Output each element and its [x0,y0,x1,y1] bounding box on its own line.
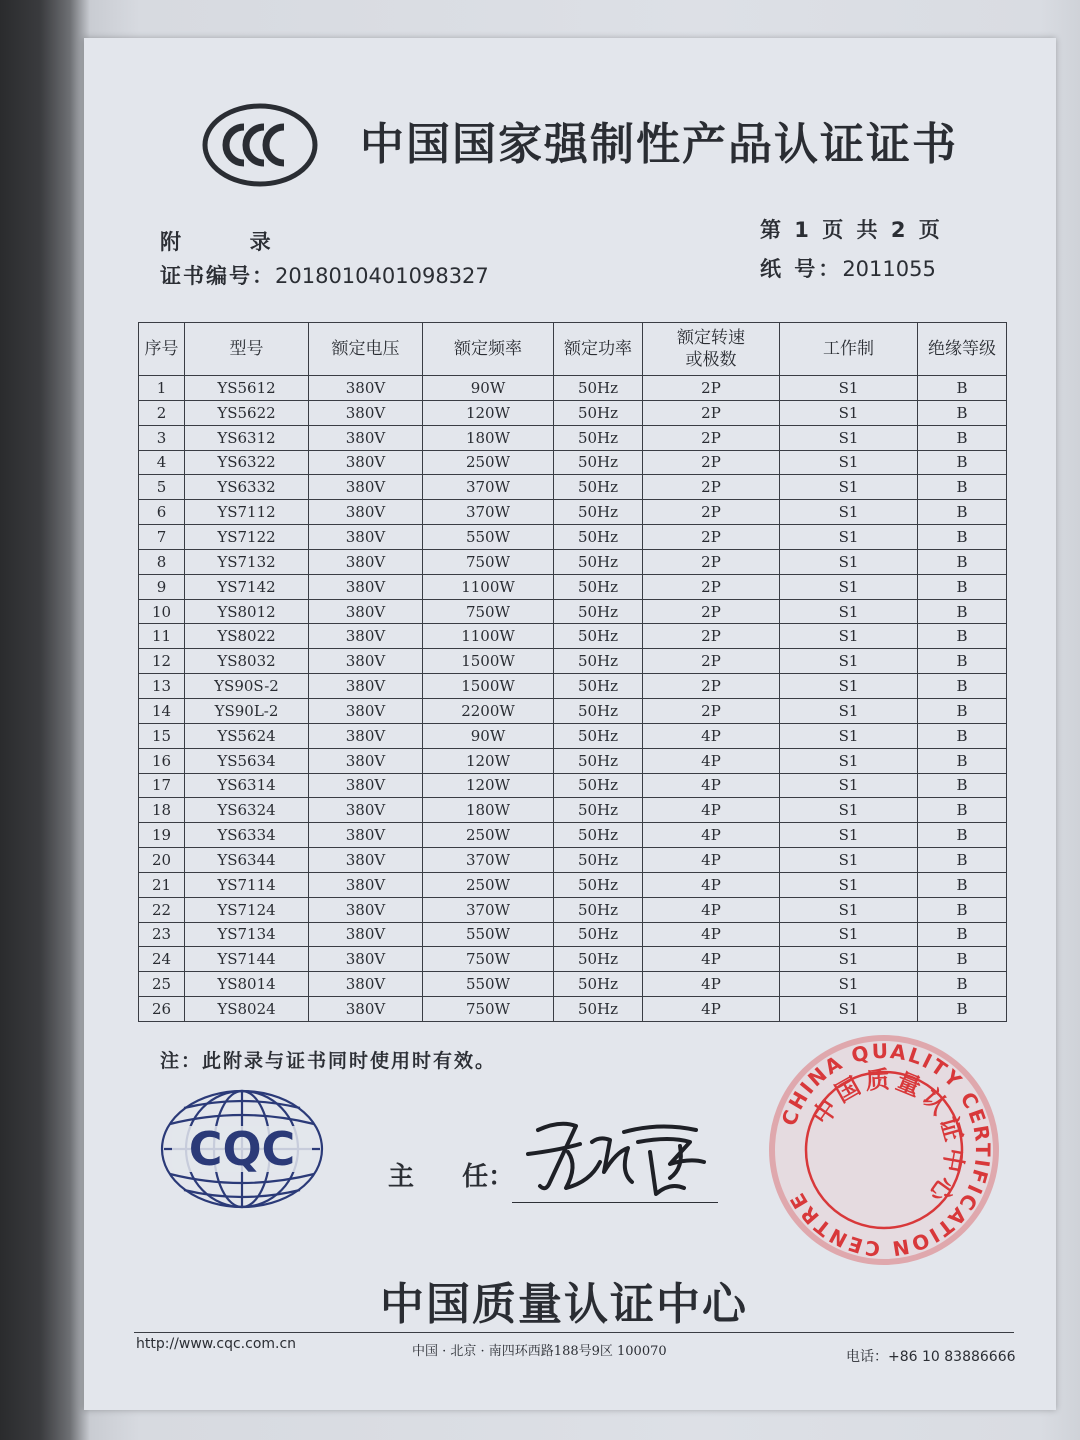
table-row [139,798,1007,823]
table-cell: 380V [309,425,423,450]
table-cell: YS6314 [185,773,309,798]
table-cell: 50Hz [554,425,643,450]
table-cell: 2P [643,450,780,475]
director-char-2: 任： [462,1162,515,1192]
table-cell: B [918,922,1007,947]
table-cell: 9 [139,574,185,599]
table-cell: 50Hz [554,947,643,972]
table-cell: 8 [139,549,185,574]
table-cell: 250W [423,450,554,475]
footer-address: 中国 · 北京 · 南四环西路188号9区 100070 [412,1344,667,1359]
table-cell: B [918,450,1007,475]
director-label [388,1156,514,1193]
table-cell: YS7124 [185,897,309,922]
table-cell: 750W [423,997,554,1022]
column-header: 序号 [139,323,185,376]
table-cell: 21 [139,872,185,897]
table-cell: YS6312 [185,425,309,450]
table-cell: B [918,649,1007,674]
table-cell: 50Hz [554,549,643,574]
table-cell: S1 [780,997,918,1022]
table-cell: YS90L-2 [185,698,309,723]
table-cell: YS6334 [185,823,309,848]
table-cell: 50Hz [554,823,643,848]
table-cell: 11 [139,624,185,649]
table-cell: 50Hz [554,450,643,475]
table-cell: 2P [643,475,780,500]
table-cell: S1 [780,922,918,947]
table-cell: B [918,599,1007,624]
table-cell: 1500W [423,649,554,674]
table-cell: 2 [139,400,185,425]
table-cell: 2200W [423,698,554,723]
table-cell: 380V [309,723,423,748]
table-cell: 380V [309,549,423,574]
table-cell: 370W [423,475,554,500]
table-cell: 380V [309,922,423,947]
table-cell: 380V [309,798,423,823]
table-cell: YS8014 [185,972,309,997]
paper-number-value: 2011055 [842,257,936,281]
column-header: 额定电压 [309,323,423,376]
table-cell: 50Hz [554,599,643,624]
cqc-logo-text: CQC [188,1122,296,1176]
table-cell: B [918,723,1007,748]
table-row [139,748,1007,773]
table-cell: 380V [309,450,423,475]
table-cell: 15 [139,723,185,748]
table-cell: B [918,798,1007,823]
table-cell: 50Hz [554,897,643,922]
table-cell: 2P [643,574,780,599]
table-cell: 16 [139,748,185,773]
table-cell: YS7132 [185,549,309,574]
table-cell: 380V [309,997,423,1022]
certificate-number-label: 证书编号： [160,264,275,288]
table-cell: 2P [643,500,780,525]
table-cell: 50Hz [554,997,643,1022]
table-cell: 120W [423,400,554,425]
table-cell: 50Hz [554,773,643,798]
table-row [139,947,1007,972]
table-cell: 50Hz [554,848,643,873]
paper-number [760,253,936,283]
table-cell: YS7134 [185,922,309,947]
table-cell: 17 [139,773,185,798]
table-cell: B [918,947,1007,972]
table-cell: 750W [423,599,554,624]
table-cell: S1 [780,972,918,997]
table-cell: 2P [643,649,780,674]
table-cell: 2P [643,376,780,401]
table-cell: S1 [780,698,918,723]
table-cell: 50Hz [554,649,643,674]
table-cell: 4P [643,947,780,972]
table-cell: 2P [643,674,780,699]
table-cell: 50Hz [554,525,643,550]
table-cell: 4P [643,823,780,848]
table-cell: 23 [139,922,185,947]
table-cell: B [918,400,1007,425]
table-cell: 750W [423,549,554,574]
seal-outer-text: CHINA QUALITY CERTIFICATION CENTRE [776,1038,996,1262]
paper-number-label: 纸 号： [760,257,843,281]
table-cell: 2P [643,425,780,450]
table-cell: 380V [309,475,423,500]
table-cell: YS7114 [185,872,309,897]
table-cell: 2P [643,549,780,574]
table-cell: 380V [309,748,423,773]
table-cell: 50Hz [554,376,643,401]
table-cell: 380V [309,872,423,897]
table-cell: YS8012 [185,599,309,624]
table-cell: 18 [139,798,185,823]
table-cell: 1500W [423,674,554,699]
footer-divider [134,1332,1014,1333]
table-cell: 380V [309,972,423,997]
table-cell: 50Hz [554,922,643,947]
table-row [139,400,1007,425]
table-cell: 380V [309,525,423,550]
table-cell: B [918,549,1007,574]
table-cell: B [918,500,1007,525]
table-cell: S1 [780,599,918,624]
table-cell: 380V [309,674,423,699]
red-seal-stamp [766,1032,1002,1268]
table-cell: 380V [309,400,423,425]
table-cell: B [918,624,1007,649]
table-cell: S1 [780,624,918,649]
table-cell: B [918,823,1007,848]
table-row [139,624,1007,649]
table-cell: 380V [309,376,423,401]
column-header: 型号 [185,323,309,376]
table-cell: 50Hz [554,972,643,997]
table-cell: 750W [423,947,554,972]
table-cell: B [918,425,1007,450]
table-cell: YS6322 [185,450,309,475]
table-cell: B [918,574,1007,599]
table-cell: B [918,972,1007,997]
table-cell: B [918,897,1007,922]
table-row [139,574,1007,599]
table-cell: S1 [780,748,918,773]
ccc-logo-icon [202,103,318,187]
table-cell: S1 [780,947,918,972]
table-cell: 4P [643,972,780,997]
table-cell: S1 [780,525,918,550]
table-cell: YS7122 [185,525,309,550]
column-header: 绝缘等级 [918,323,1007,376]
table-cell: 24 [139,947,185,972]
models-table-header [139,323,1007,376]
table-cell: YS8022 [185,624,309,649]
table-cell: B [918,674,1007,699]
table-cell: S1 [780,450,918,475]
table-cell: 2P [643,599,780,624]
table-cell: 4P [643,723,780,748]
table-row [139,649,1007,674]
table-cell: S1 [780,674,918,699]
table-cell: S1 [780,723,918,748]
table-cell: 4 [139,450,185,475]
cqc-globe-logo-icon [150,1086,334,1212]
table-cell: YS6332 [185,475,309,500]
table-cell: B [918,698,1007,723]
appendix-char-1: 附 [160,230,183,254]
table-cell: 50Hz [554,574,643,599]
validity-note: 注：此附录与证书同时使用时有效。 [160,1050,497,1072]
table-row [139,997,1007,1022]
table-cell: 14 [139,698,185,723]
column-header: 额定转速 或极数 [643,323,780,376]
table-cell: YS90S-2 [185,674,309,699]
table-cell: 370W [423,500,554,525]
table-cell: 2P [643,400,780,425]
table-cell: 380V [309,897,423,922]
table-cell: 90W [423,723,554,748]
table-cell: S1 [780,649,918,674]
table-cell: 50Hz [554,400,643,425]
table-cell: S1 [780,823,918,848]
table-cell: 50Hz [554,624,643,649]
table-cell: YS6344 [185,848,309,873]
director-signature [520,1112,720,1200]
table-cell: 370W [423,848,554,873]
table-row [139,972,1007,997]
table-cell: 90W [423,376,554,401]
table-cell: 50Hz [554,500,643,525]
table-cell: S1 [780,897,918,922]
signature-line [512,1202,718,1203]
table-cell: 13 [139,674,185,699]
table-cell: 380V [309,773,423,798]
table-cell: 250W [423,823,554,848]
table-cell: 370W [423,897,554,922]
column-header: 额定功率 [554,323,643,376]
table-cell: 4P [643,997,780,1022]
table-cell: YS7142 [185,574,309,599]
column-header: 额定频率 [423,323,554,376]
models-table-body [139,376,1007,1022]
appendix-label [160,226,273,256]
table-cell: B [918,997,1007,1022]
table-cell: 26 [139,997,185,1022]
table-cell: S1 [780,400,918,425]
issuing-authority-name: 中国质量认证中心 [380,1279,748,1330]
table-cell: S1 [780,872,918,897]
table-cell: YS5624 [185,723,309,748]
seal-inner-text: 中国质量认证中心 [806,1065,970,1211]
table-cell: 1 [139,376,185,401]
table-cell: 380V [309,823,423,848]
table-row [139,922,1007,947]
certificate-number [160,260,489,290]
table-row [139,376,1007,401]
table-cell: 380V [309,947,423,972]
table-cell: 380V [309,500,423,525]
table-row [139,599,1007,624]
table-cell: 20 [139,848,185,873]
table-cell: 550W [423,525,554,550]
table-row [139,549,1007,574]
table-cell: YS6324 [185,798,309,823]
table-cell: 1100W [423,624,554,649]
table-cell: 7 [139,525,185,550]
table-cell: YS7112 [185,500,309,525]
table-row [139,450,1007,475]
table-cell: 380V [309,649,423,674]
table-cell: 380V [309,599,423,624]
table-cell: B [918,872,1007,897]
table-cell: 4P [643,748,780,773]
table-row [139,425,1007,450]
table-cell: S1 [780,425,918,450]
footer-phone: 电话：+86 10 83886666 [846,1349,1016,1365]
table-cell: YS7144 [185,947,309,972]
table-cell: 4P [643,848,780,873]
table-cell: 19 [139,823,185,848]
table-cell: 10 [139,599,185,624]
table-cell: S1 [780,549,918,574]
table-cell: 2P [643,624,780,649]
page-info: 第 1 页 共 2 页 [760,218,943,242]
table-cell: 120W [423,748,554,773]
table-cell: 380V [309,624,423,649]
table-cell: 380V [309,698,423,723]
table-row [139,848,1007,873]
table-cell: S1 [780,475,918,500]
table-row [139,897,1007,922]
table-cell: 50Hz [554,475,643,500]
table-cell: 380V [309,574,423,599]
table-row [139,872,1007,897]
table-cell: B [918,773,1007,798]
certificate-title: 中国国家强制性产品认证证书 [360,119,958,170]
table-cell: 50Hz [554,723,643,748]
table-cell: 2P [643,698,780,723]
footer-url: http://www.cqc.com.cn [136,1336,297,1352]
table-cell: 550W [423,972,554,997]
table-cell: 22 [139,897,185,922]
table-cell: S1 [780,500,918,525]
table-cell: S1 [780,773,918,798]
director-char-1: 主 [388,1162,415,1192]
table-cell: B [918,376,1007,401]
table-cell: 180W [423,798,554,823]
column-header: 工作制 [780,323,918,376]
table-cell: 380V [309,848,423,873]
table-row [139,674,1007,699]
table-row [139,723,1007,748]
table-cell: B [918,525,1007,550]
table-row [139,525,1007,550]
table-cell: 12 [139,649,185,674]
table-cell: YS5612 [185,376,309,401]
table-cell: 120W [423,773,554,798]
table-cell: S1 [780,376,918,401]
table-cell: YS5622 [185,400,309,425]
table-cell: 550W [423,922,554,947]
table-cell: 25 [139,972,185,997]
table-cell: S1 [780,798,918,823]
table-cell: 180W [423,425,554,450]
table-cell: 50Hz [554,674,643,699]
table-row [139,698,1007,723]
table-cell: 250W [423,872,554,897]
table-cell: 4P [643,872,780,897]
table-cell: B [918,748,1007,773]
table-cell: 4P [643,922,780,947]
table-cell: YS5634 [185,748,309,773]
table-cell: B [918,848,1007,873]
table-cell: 1100W [423,574,554,599]
table-cell: 50Hz [554,798,643,823]
table-cell: S1 [780,574,918,599]
models-table [138,322,1007,1022]
table-cell: 6 [139,500,185,525]
table-cell: 4P [643,897,780,922]
table-row [139,773,1007,798]
appendix-char-2: 录 [249,230,273,254]
certificate-number-value: 2018010401098327 [275,264,489,288]
table-cell: 50Hz [554,748,643,773]
table-row [139,823,1007,848]
header-row [139,323,1007,376]
table-row [139,500,1007,525]
table-cell: 50Hz [554,698,643,723]
table-cell: 50Hz [554,872,643,897]
table-cell: S1 [780,848,918,873]
table-cell: 3 [139,425,185,450]
table-row [139,475,1007,500]
table-cell: 4P [643,773,780,798]
table-cell: 5 [139,475,185,500]
table-cell: B [918,475,1007,500]
table-cell: YS8024 [185,997,309,1022]
table-cell: YS8032 [185,649,309,674]
table-cell: 4P [643,798,780,823]
table-cell: 2P [643,525,780,550]
